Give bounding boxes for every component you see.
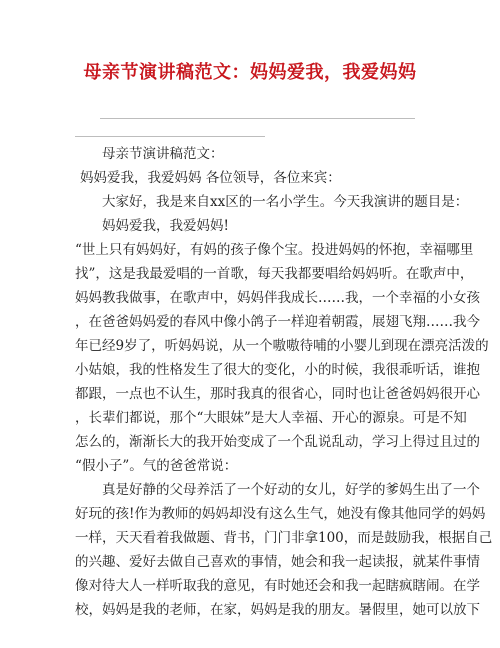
text-line: 像对待大人一样听取我的意见，有时她还会和我一起瞎疯瞎闹。在学 bbox=[75, 578, 480, 594]
text-line: 小姑娘，我的性格发生了很大的变化，小的时候，我很乖听话，谁抱 bbox=[75, 362, 480, 378]
text-line: “世上只有妈妈好，有妈的孩子像个宝。投进妈妈的怀抱，幸福哪里 bbox=[75, 242, 474, 258]
text-line: 妈妈爱我，我爱妈妈! bbox=[102, 218, 229, 234]
text-line: 妈妈爱我，我爱妈妈 各位领导，各位来宾： bbox=[80, 170, 341, 186]
text-line: 大家好，我是来自xx区的一名小学生。今天我演讲的题目是： bbox=[102, 194, 469, 210]
title-divider bbox=[100, 118, 415, 119]
text-line: 怎么的，渐渐长大的我开始变成了一个乱说乱动，学习上得过且过的 bbox=[75, 434, 480, 450]
text-line: 母亲节演讲稿范文： bbox=[102, 146, 224, 162]
text-line: ，在爸爸妈妈爱的春风中像小鸽子一样迎着朝霞，展翅飞翔……我今 bbox=[75, 314, 480, 330]
text-line: 好玩的孩!作为教师的妈妈却没有这么生气，她没有像其他同学的妈妈 bbox=[75, 506, 486, 522]
text-line: 找”，这是我最爱唱的一首歌，每天我都要唱给妈妈听。在歌声中， bbox=[75, 266, 474, 282]
text-line: ，长辈们都说，那个“大眼妹”是大人幸福、开心的源泉。可是不知 bbox=[75, 410, 467, 426]
text-line: 都跟，一点也不认生，那时我真的很省心，同时也让爸爸妈妈很开心 bbox=[75, 386, 480, 402]
text-line: 的兴趣、爱好去做自己喜欢的事情，她会和我一起读报，就某件事情 bbox=[75, 554, 480, 570]
text-line: 妈妈教我做事，在歌声中，妈妈伴我成长……我，一个幸福的小女孩 bbox=[75, 290, 480, 306]
text-line: 真是好静的父母养活了一个好动的女儿，好学的爹妈生出了一个 bbox=[102, 482, 480, 498]
text-line: 年已经9岁了，听妈妈说，从一个嗷嗷待哺的小婴儿到现在漂亮活泼的 bbox=[75, 338, 489, 354]
document-title: 母亲节演讲稿范文：妈妈爱我，我爱妈妈 bbox=[83, 62, 417, 83]
text-line: “假小子”。气的爸爸常说： bbox=[75, 458, 238, 474]
article-body bbox=[75, 142, 493, 622]
text-line: 校，妈妈是我的老师，在家，妈妈是我的朋友。暑假里，她可以放下 bbox=[75, 602, 480, 618]
section-divider bbox=[75, 136, 265, 137]
text-line: 一样，天天看着我做题、背书，门门非拿100，而是鼓励我，根据自己 bbox=[75, 530, 493, 546]
